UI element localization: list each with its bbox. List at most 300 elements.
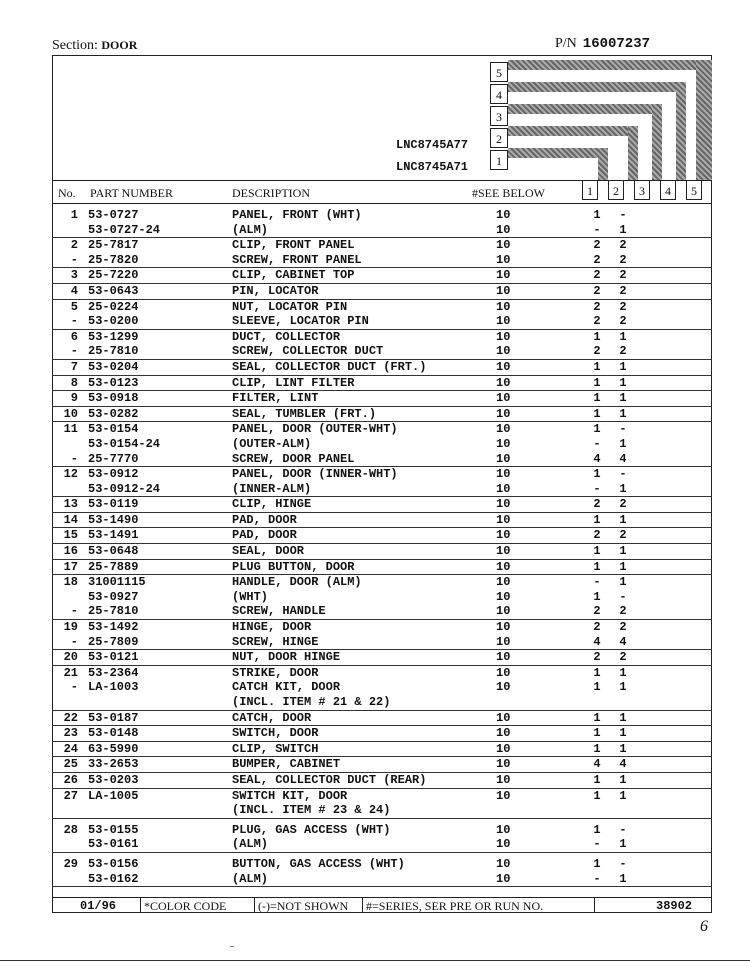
item-number: 5: [70, 299, 78, 314]
part-number: 53-0121: [88, 650, 139, 665]
item-number: -: [70, 314, 78, 329]
table-row: [52, 575, 712, 590]
item-number: -: [70, 344, 78, 359]
part-number: 53-0204: [88, 359, 139, 374]
col-header-description: DESCRIPTION: [232, 186, 311, 200]
qty-series-2: 4: [619, 634, 627, 649]
column-label-3: 3: [634, 180, 650, 200]
part-number: 53-0123: [88, 375, 139, 390]
footer-color-code: *COLOR CODE: [144, 899, 227, 913]
qty-series-1: 2: [593, 299, 601, 314]
table-row: [52, 528, 712, 544]
footer-doc-number: 38902: [656, 899, 693, 913]
part-number: 53-0912-24: [88, 481, 161, 496]
see-below: 10: [496, 359, 511, 374]
see-below: 10: [496, 822, 511, 837]
see-below: 10: [496, 436, 511, 451]
description: (OUTER-ALM): [232, 436, 312, 451]
table-row: [52, 208, 712, 223]
table-row: [52, 253, 712, 269]
qty-series-2: -: [619, 208, 627, 222]
qty-series-1: -: [593, 222, 601, 237]
series-indicator-graphic: [490, 60, 712, 200]
description: SCREW, COLLECTOR DUCT: [232, 344, 384, 359]
table-row: [52, 635, 712, 651]
part-number: 53-0203: [88, 772, 139, 787]
description: (ALM): [232, 871, 269, 886]
part-number: 53-0119: [88, 497, 139, 512]
table-row: [52, 823, 712, 838]
table-row: [52, 422, 712, 437]
description: PANEL, DOOR (OUTER-WHT): [232, 422, 398, 437]
qty-series-2: -: [619, 422, 627, 437]
part-number: 53-0187: [88, 710, 139, 725]
part-number: 53-0727: [88, 208, 139, 222]
column-label-5: 5: [686, 180, 702, 200]
see-below: 10: [496, 620, 511, 635]
table-row: [52, 452, 712, 468]
description: (INNER-ALM): [232, 481, 312, 496]
series-bar-4-v: [676, 82, 686, 180]
description: STRIKE, DOOR: [232, 665, 319, 680]
qty-series-2: 2: [619, 252, 627, 267]
item-number: -: [70, 604, 78, 619]
part-number: 53-2364: [88, 665, 139, 680]
see-below: 10: [496, 208, 511, 222]
qty-series-2: 1: [619, 772, 627, 787]
series-bar-1-v: [598, 148, 608, 180]
description: PANEL, FRONT (WHT): [232, 208, 362, 222]
table-row: [52, 360, 712, 376]
see-below: 10: [496, 757, 511, 772]
qty-series-1: 2: [593, 604, 601, 619]
description: (ALM): [232, 222, 269, 237]
description: PIN, LOCATOR: [232, 283, 319, 298]
description: SEAL, DOOR: [232, 544, 305, 559]
see-below: 10: [496, 871, 511, 886]
item-number: 16: [63, 544, 78, 559]
item-number: 8: [70, 375, 78, 390]
part-number: 53-0155: [88, 822, 139, 837]
table-row: [52, 482, 712, 498]
table-row: [52, 837, 712, 853]
item-number: 3: [70, 268, 78, 283]
see-below: 10: [496, 238, 511, 253]
see-below: 10: [496, 559, 511, 574]
qty-series-1: 1: [593, 329, 601, 344]
qty-series-2: 1: [619, 512, 627, 527]
qty-series-1: 2: [593, 344, 601, 359]
table-row: [52, 857, 712, 872]
qty-series-2: 1: [619, 788, 627, 803]
item-number: 19: [63, 620, 78, 635]
qty-series-1: -: [593, 837, 601, 852]
see-below: 10: [496, 344, 511, 359]
qty-series-2: 1: [619, 837, 627, 852]
qty-series-2: 4: [619, 451, 627, 466]
qty-series-1: 1: [593, 726, 601, 741]
see-below: 10: [496, 544, 511, 559]
qty-series-1: 4: [593, 451, 601, 466]
footer-sep-1: [140, 897, 141, 913]
see-below: 10: [496, 268, 511, 283]
see-below: 10: [496, 589, 511, 604]
description: BUMPER, CABINET: [232, 757, 341, 772]
table-row: [52, 238, 712, 253]
qty-series-2: 1: [619, 375, 627, 390]
part-number: 53-0200: [88, 314, 139, 329]
series-bar-4-h: [508, 82, 686, 92]
part-number: 53-1492: [88, 620, 139, 635]
item-number: 22: [63, 710, 78, 725]
see-below: 10: [496, 665, 511, 680]
part-number: 53-0154: [88, 422, 139, 437]
part-number: 53-0156: [88, 856, 139, 871]
qty-series-1: 2: [593, 238, 601, 253]
table-row: [52, 666, 712, 681]
see-below: 10: [496, 252, 511, 267]
column-label-4: 4: [660, 180, 676, 200]
qty-series-1: -: [593, 871, 601, 886]
qty-series-2: 1: [619, 222, 627, 237]
table-row: [52, 314, 712, 330]
description: (WHT): [232, 589, 269, 604]
item-number: 15: [63, 528, 78, 543]
description: BUTTON, GAS ACCESS (WHT): [232, 856, 405, 871]
see-below: 10: [496, 772, 511, 787]
part-number: 25-7817: [88, 238, 139, 253]
part-number: 53-1299: [88, 329, 139, 344]
qty-series-1: 1: [593, 680, 601, 695]
description: HANDLE, DOOR (ALM): [232, 575, 362, 590]
qty-series-1: 4: [593, 757, 601, 772]
table-row: [52, 513, 712, 529]
table-row: [52, 650, 712, 666]
item-number: 7: [70, 359, 78, 374]
see-below: 10: [496, 299, 511, 314]
table-row: [52, 407, 712, 423]
qty-series-1: 2: [593, 528, 601, 543]
series-bar-1-h: [508, 148, 608, 158]
part-number: 53-1490: [88, 512, 139, 527]
part-number: 33-2653: [88, 757, 139, 772]
table-row: [52, 437, 712, 452]
description: SCREW, FRONT PANEL: [232, 252, 362, 267]
qty-series-2: 2: [619, 268, 627, 283]
qty-series-2: 2: [619, 620, 627, 635]
table-row: [52, 742, 712, 758]
qty-series-1: 1: [593, 665, 601, 680]
table-row: [52, 300, 712, 315]
qty-series-1: 2: [593, 268, 601, 283]
see-below: 10: [496, 375, 511, 390]
part-number: 25-7810: [88, 604, 139, 619]
see-below: 10: [496, 634, 511, 649]
qty-series-1: 1: [593, 512, 601, 527]
part-number: 53-0154-24: [88, 436, 161, 451]
part-number: 63-5990: [88, 741, 139, 756]
qty-series-1: 1: [593, 772, 601, 787]
qty-series-2: 1: [619, 726, 627, 741]
qty-series-1: 2: [593, 314, 601, 329]
see-below: 10: [496, 788, 511, 803]
item-number: 29: [63, 856, 78, 871]
item-number: -: [70, 451, 78, 466]
model-number-2: LNC8745A71: [396, 160, 469, 174]
table-row: [52, 803, 712, 819]
qty-series-1: 1: [593, 359, 601, 374]
col-header-no: No.: [58, 186, 76, 200]
qty-series-2: 2: [619, 604, 627, 619]
description: PAD, DOOR: [232, 512, 297, 527]
series-bar-3-h: [508, 104, 662, 114]
item-number: 6: [70, 329, 78, 344]
qty-series-2: 1: [619, 406, 627, 421]
item-number: 18: [63, 575, 78, 590]
table-row: [52, 872, 712, 888]
pn-value: 16007237: [582, 36, 651, 52]
item-number: 28: [63, 822, 78, 837]
see-below: 10: [496, 856, 511, 871]
part-number: 31001115: [88, 575, 146, 590]
part-number: 53-1491: [88, 528, 139, 543]
qty-series-2: 2: [619, 650, 627, 665]
qty-series-2: 1: [619, 710, 627, 725]
qty-series-1: -: [593, 481, 601, 496]
part-number: 53-0927: [88, 589, 139, 604]
table-row: [52, 376, 712, 392]
see-below: 10: [496, 422, 511, 437]
qty-series-2: 2: [619, 314, 627, 329]
description: CLIP, SWITCH: [232, 741, 319, 756]
qty-series-2: -: [619, 589, 627, 604]
series-box-3: 3: [490, 106, 508, 126]
description: SCREW, HINGE: [232, 634, 319, 649]
footer-sep-3: [362, 897, 363, 913]
description: PLUG, GAS ACCESS (WHT): [232, 822, 391, 837]
series-bar-5-h: [508, 60, 712, 70]
item-number: 21: [63, 665, 78, 680]
see-below: 10: [496, 314, 511, 329]
qty-series-1: 1: [593, 788, 601, 803]
part-number: 53-0912: [88, 467, 139, 482]
page-bottom-rule: [0, 960, 750, 961]
qty-series-2: 1: [619, 871, 627, 886]
qty-series-1: 1: [593, 856, 601, 871]
part-number: 53-0648: [88, 544, 139, 559]
description: SLEEVE, LOCATOR PIN: [232, 314, 369, 329]
see-below: 10: [496, 497, 511, 512]
description: NUT, LOCATOR PIN: [232, 299, 348, 314]
qty-series-1: 2: [593, 620, 601, 635]
qty-series-2: 2: [619, 299, 627, 314]
header-divider: [52, 180, 712, 181]
item-number: -: [70, 252, 78, 267]
qty-series-2: -: [619, 856, 627, 871]
qty-series-1: 1: [593, 741, 601, 756]
scan-mark: [230, 946, 234, 947]
qty-series-1: 1: [593, 391, 601, 406]
see-below: 10: [496, 329, 511, 344]
see-below: 10: [496, 467, 511, 482]
qty-series-1: 1: [593, 559, 601, 574]
item-number: 25: [63, 757, 78, 772]
qty-series-2: 1: [619, 329, 627, 344]
table-row: [52, 268, 712, 284]
qty-series-2: 2: [619, 283, 627, 298]
pn-label: P/N: [555, 36, 577, 51]
see-below: 10: [496, 837, 511, 852]
table-row: [52, 391, 712, 407]
description: (INCL. ITEM # 23 & 24): [232, 803, 391, 818]
description: (INCL. ITEM # 21 & 22): [232, 695, 391, 709]
part-number: 25-7220: [88, 268, 139, 283]
table-row: [52, 620, 712, 635]
section-label-text: Section:: [52, 38, 98, 53]
part-number: 25-0224: [88, 299, 139, 314]
description: SCREW, DOOR PANEL: [232, 451, 355, 466]
part-number: 25-7809: [88, 634, 139, 649]
qty-series-2: 1: [619, 741, 627, 756]
series-box-4: 4: [490, 84, 508, 104]
see-below: 10: [496, 481, 511, 496]
item-number: 2: [70, 238, 78, 253]
col-header-see-below: #SEE BELOW: [472, 186, 545, 200]
description: (ALM): [232, 837, 269, 852]
qty-series-1: 1: [593, 406, 601, 421]
item-number: 12: [63, 467, 78, 482]
series-box-2: 2: [490, 128, 508, 148]
qty-series-2: 1: [619, 559, 627, 574]
item-number: 14: [63, 512, 78, 527]
description: SEAL, COLLECTOR DUCT (FRT.): [232, 359, 427, 374]
footer-sep-2: [254, 897, 255, 913]
see-below: 10: [496, 726, 511, 741]
table-row: [52, 726, 712, 742]
description: DUCT, COLLECTOR: [232, 329, 341, 344]
description: PLUG BUTTON, DOOR: [232, 559, 355, 574]
qty-series-2: 1: [619, 544, 627, 559]
see-below: 10: [496, 528, 511, 543]
item-number: 27: [63, 788, 78, 803]
item-number: 17: [63, 559, 78, 574]
qty-series-1: 2: [593, 283, 601, 298]
description: SWITCH KIT, DOOR: [232, 788, 348, 803]
part-number: 25-7810: [88, 344, 139, 359]
series-box-5: 5: [490, 62, 508, 82]
part-number: 25-7770: [88, 451, 139, 466]
section-value: DOOR: [101, 38, 138, 52]
table-row: [52, 604, 712, 620]
item-number: 20: [63, 650, 78, 665]
series-bar-5-v: [696, 60, 712, 180]
section-label: [52, 38, 137, 54]
table-row: [52, 711, 712, 727]
description: CLIP, HINGE: [232, 497, 312, 512]
part-number: 53-0918: [88, 391, 139, 406]
table-row: [52, 773, 712, 789]
item-number: 9: [70, 391, 78, 406]
qty-series-2: 2: [619, 238, 627, 253]
qty-series-2: 1: [619, 359, 627, 374]
qty-series-2: 1: [619, 680, 627, 695]
qty-series-1: 2: [593, 650, 601, 665]
see-below: 10: [496, 741, 511, 756]
footer-not-shown: (-)=NOT SHOWN: [258, 899, 349, 913]
qty-series-2: 1: [619, 436, 627, 451]
description: FILTER, LINT: [232, 391, 319, 406]
part-number: 25-7889: [88, 559, 139, 574]
description: NUT, DOOR HINGE: [232, 650, 341, 665]
part-number: 53-0282: [88, 406, 139, 421]
column-header-divider: [52, 203, 712, 204]
see-below: 10: [496, 406, 511, 421]
item-number: 24: [63, 741, 78, 756]
qty-series-2: 2: [619, 497, 627, 512]
table-row: [52, 330, 712, 345]
table-row: [52, 284, 712, 300]
table-row: [52, 544, 712, 560]
col-header-part-number: PART NUMBER: [90, 186, 173, 200]
see-below: 10: [496, 283, 511, 298]
qty-series-1: 1: [593, 208, 601, 222]
footer-date: 01/96: [80, 899, 117, 913]
qty-series-2: -: [619, 822, 627, 837]
part-number: 53-0162: [88, 871, 139, 886]
description: CLIP, CABINET TOP: [232, 268, 355, 283]
part-number: 53-0148: [88, 726, 139, 741]
table-row: [52, 467, 712, 482]
qty-series-1: 2: [593, 252, 601, 267]
parts-rows: [52, 208, 712, 887]
part-number: 53-0727-24: [88, 222, 161, 237]
item-number: -: [70, 634, 78, 649]
table-row: [52, 497, 712, 513]
qty-series-1: 1: [593, 467, 601, 482]
qty-series-1: 1: [593, 710, 601, 725]
item-number: 10: [63, 406, 78, 421]
table-row: [52, 223, 712, 239]
qty-series-2: -: [619, 467, 627, 482]
series-bar-2-h: [508, 126, 638, 136]
item-number: -: [70, 680, 78, 695]
qty-series-1: 1: [593, 822, 601, 837]
table-row: [52, 789, 712, 804]
qty-series-1: 2: [593, 497, 601, 512]
qty-series-2: 1: [619, 575, 627, 590]
see-below: 10: [496, 680, 511, 695]
footer-sep-4: [594, 897, 595, 913]
description: SEAL, COLLECTOR DUCT (REAR): [232, 772, 427, 787]
item-number: 1: [70, 208, 78, 222]
item-number: 11: [63, 422, 78, 437]
description: PAD, DOOR: [232, 528, 297, 543]
qty-series-2: 1: [619, 665, 627, 680]
see-below: 10: [496, 650, 511, 665]
see-below: 10: [496, 710, 511, 725]
qty-series-1: -: [593, 575, 601, 590]
footer-series: #=SERIES, SER PRE OR RUN NO.: [366, 899, 544, 913]
qty-series-2: 2: [619, 528, 627, 543]
qty-series-1: 1: [593, 544, 601, 559]
model-number-1: LNC8745A77: [396, 138, 469, 152]
qty-series-1: 1: [593, 589, 601, 604]
series-box-1: 1: [490, 150, 508, 170]
part-number-header: [555, 36, 650, 52]
column-label-2: 2: [608, 180, 624, 200]
part-number: 53-0643: [88, 283, 139, 298]
description: HINGE, DOOR: [232, 620, 312, 635]
